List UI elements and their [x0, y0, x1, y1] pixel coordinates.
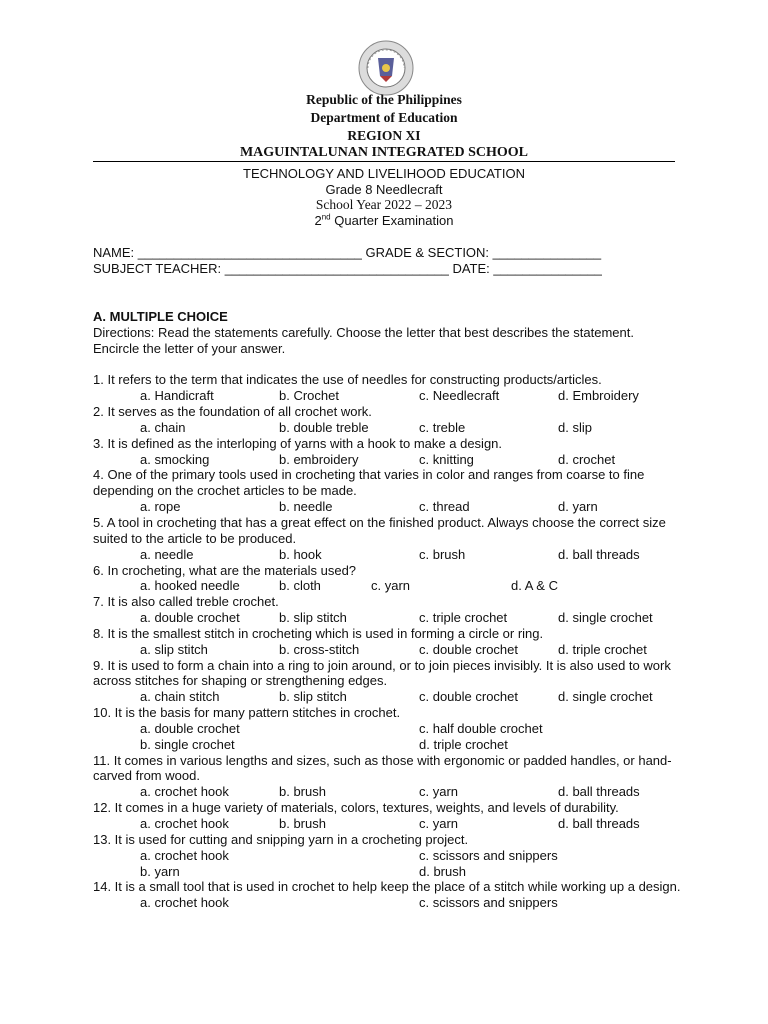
answer-choice[interactable]: c. Needlecraft — [419, 388, 500, 404]
answer-choice[interactable]: b. yarn — [140, 863, 180, 879]
answer-choice[interactable]: a. Handicraft — [140, 388, 214, 404]
choice-row — [93, 784, 683, 800]
answer-choice[interactable]: b. slip stitch — [279, 689, 347, 705]
exam-content — [93, 309, 683, 911]
answer-choice[interactable]: d. ball threads — [558, 784, 640, 800]
choice-row — [93, 689, 683, 705]
grade-title: Grade 8 Needlecraft — [325, 182, 443, 197]
answer-choice[interactable]: b. cross-stitch — [279, 641, 360, 657]
question-text: 9. It is used to form a chain into a ring to join around, or to join pieces invisibly. It is also used to work across stitches for shaping or strengthening edges. — [93, 657, 671, 689]
answer-choice[interactable]: d. triple crochet — [419, 736, 508, 752]
answer-choice[interactable]: c. scissors and snippers — [419, 847, 558, 863]
answer-choice[interactable]: d. A & C — [511, 578, 558, 594]
answer-choice[interactable]: c. knitting — [419, 451, 474, 467]
choice-row — [93, 737, 683, 753]
answer-choice[interactable]: c. thread — [419, 499, 470, 515]
answer-choice[interactable]: c. triple crochet — [419, 610, 508, 626]
answer-choice[interactable]: a. double crochet — [140, 720, 240, 736]
answer-choice[interactable]: d. ball threads — [558, 816, 640, 831]
answer-choice[interactable]: c. double crochet — [419, 641, 519, 657]
answer-choice[interactable]: d. brush — [419, 863, 466, 879]
question-text: 6. In crocheting, what are the materials used? — [93, 562, 357, 578]
answer-choice[interactable]: a. crochet hook — [140, 895, 229, 911]
question-text: 7. It is also called treble crochet. — [93, 594, 279, 610]
answer-choice[interactable]: b. double treble — [279, 419, 369, 435]
answer-choice[interactable]: c. yarn — [419, 784, 459, 800]
question-text: 8. It is the smallest stitch in crocheting which is used in forming a circle or ring. — [93, 625, 544, 641]
answer-choice[interactable]: b. Crochet — [279, 388, 339, 404]
answer-choice[interactable]: d. ball threads — [558, 546, 640, 562]
choice-row — [93, 895, 683, 911]
answer-choice[interactable]: c. double crochet — [419, 689, 519, 705]
name-grade-line: NAME: _______________________________ GRADE & SECTION: _______________ — [93, 245, 602, 260]
answer-choice[interactable]: a. chain stitch — [140, 689, 220, 705]
section-title: A. MULTIPLE CHOICE — [93, 309, 228, 324]
question-text: 4. One of the primary tools used in crocheting that varies in color and ranges from coarse to fine depending on the crochet articles to be made. — [93, 467, 645, 499]
choice-row — [93, 610, 683, 626]
choice-row — [93, 642, 683, 658]
answer-choice[interactable]: d. Embroidery — [558, 388, 639, 404]
subject-title: TECHNOLOGY AND LIVELIHOOD EDUCATION — [243, 166, 525, 181]
choice-row — [93, 721, 683, 737]
answer-choice[interactable]: a. hooked needle — [140, 578, 240, 594]
answer-choice[interactable]: a. chain — [140, 419, 186, 435]
deped-seal-logo — [358, 40, 414, 96]
answer-choice[interactable]: a. crochet hook — [140, 816, 229, 831]
answer-choice[interactable]: a. rope — [140, 499, 181, 515]
department-line: Department of Education — [310, 110, 458, 125]
answer-choice[interactable]: d. yarn — [558, 499, 598, 515]
teacher-date-line: SUBJECT TEACHER: _______________________________ DATE: _______________ — [93, 261, 602, 276]
answer-choice[interactable]: a. slip stitch — [140, 641, 208, 657]
answer-choice[interactable]: b. hook — [279, 546, 322, 562]
answer-choice[interactable]: b. brush — [279, 816, 326, 831]
question-text: 3. It is defined as the interloping of yarns with a hook to make a design. — [93, 435, 503, 451]
question-text: 12. It comes in a huge variety of materials, colors, textures, weights, and levels of durability. — [93, 800, 619, 816]
answer-choice[interactable]: c. treble — [419, 419, 466, 435]
answer-choice[interactable]: c. yarn — [371, 578, 411, 594]
question-text: 5. A tool in crocheting that has a great effect on the finished product. Always choose the correct size suited to the article to be produced. — [93, 514, 666, 546]
answer-choice[interactable]: d. crochet — [558, 451, 616, 467]
answer-choice[interactable]: b. cloth — [279, 578, 321, 594]
choice-row — [93, 547, 683, 563]
school-year: School Year 2022 – 2023 — [315, 197, 453, 212]
answer-choice[interactable]: a. needle — [140, 546, 194, 562]
answer-choice[interactable]: b. embroidery — [279, 451, 359, 467]
school-name: MAGUINTALUNAN INTEGRATED SCHOOL — [239, 145, 529, 160]
answer-choice[interactable]: c. brush — [419, 546, 466, 562]
choice-row — [93, 420, 683, 436]
choice-row — [93, 864, 683, 880]
region-line: REGION XI — [347, 128, 421, 143]
answer-choice[interactable]: b. slip stitch — [279, 610, 347, 626]
choice-row — [93, 499, 683, 515]
directions-text: Directions: Read the statements carefully. Choose the letter that best describes the statement. Encircle the letter of your answer. — [93, 324, 634, 356]
answer-choice[interactable]: a. smocking — [140, 451, 210, 467]
question-text: 2. It serves as the foundation of all crochet work. — [93, 404, 372, 420]
answer-choice[interactable]: a. crochet hook — [140, 784, 229, 800]
answer-choice[interactable]: c. scissors and snippers — [419, 895, 558, 911]
question-text: 14. It is a small tool that is used in crochet to help keep the place of a stitch while working up a design. — [93, 879, 681, 895]
answer-choice[interactable]: c. half double crochet — [419, 720, 543, 736]
question-text: 10. It is the basis for many pattern stitches in crochet. — [93, 705, 401, 721]
question-text: 1. It refers to the term that indicates the use of needles for constructing products/articles. — [93, 372, 602, 388]
answer-choice[interactable]: d. single crochet — [558, 610, 653, 626]
answer-choice[interactable]: a. double crochet — [140, 610, 240, 626]
choice-row — [93, 388, 683, 404]
republic-line: Republic of the Philippines — [306, 92, 462, 107]
choice-row — [93, 848, 683, 864]
question-text: 11. It comes in various lengths and sizes, such as those with ergonomic or padded handles, or hand-carved from wood. — [93, 752, 672, 784]
choice-row — [93, 578, 683, 594]
answer-choice[interactable]: d. slip — [558, 419, 592, 435]
choice-row — [93, 816, 683, 832]
choice-row — [93, 452, 683, 468]
answer-choice[interactable]: d. triple crochet — [558, 641, 647, 657]
student-info-fields — [93, 245, 693, 277]
answer-choice[interactable]: b. single crochet — [140, 736, 235, 752]
quarter-title: 2nd Quarter Examination — [314, 212, 454, 228]
answer-choice[interactable]: b. brush — [279, 784, 326, 800]
answer-choice[interactable]: b. needle — [279, 499, 333, 515]
question-text: 13. It is used for cutting and snipping yarn in a crocheting project. — [93, 831, 469, 847]
question-list — [93, 372, 683, 911]
answer-choice[interactable]: c. yarn — [419, 816, 459, 831]
answer-choice[interactable]: d. single crochet — [558, 689, 653, 705]
answer-choice[interactable]: a. crochet hook — [140, 847, 229, 863]
header-divider — [93, 161, 675, 162]
